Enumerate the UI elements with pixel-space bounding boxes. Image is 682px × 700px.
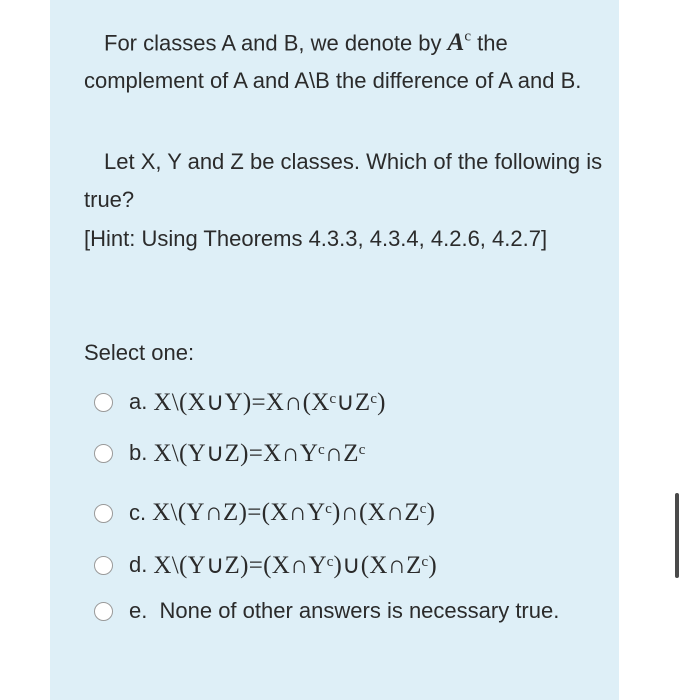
option-a-formula: X\(X∪Y)=X∩(Xᶜ∪Zᶜ) [153, 389, 386, 416]
symbol-base: A [447, 29, 465, 57]
option-e-content [129, 592, 589, 630]
symbol-sup: c [464, 29, 472, 45]
option-c-formula: X\(Y∩Z)=(X∩Yᶜ)∩(X∩Zᶜ) [152, 499, 436, 526]
option-a[interactable] [94, 382, 386, 422]
option-b-radio[interactable] [94, 444, 113, 463]
option-d-radio[interactable] [94, 556, 113, 575]
option-e-radio[interactable] [94, 602, 113, 621]
complement-symbol [448, 29, 471, 56]
option-d[interactable] [94, 545, 437, 585]
option-b-formula: X\(Y∪Z)=X∩Yᶜ∩Zᶜ [153, 440, 366, 467]
option-c-radio[interactable] [94, 504, 113, 523]
intro-text-after: the complement of A and A\B the difference of A and B. [84, 30, 582, 94]
option-d-formula: X\(Y∪Z)=(X∩Yᶜ)∪(X∩Zᶜ) [153, 552, 437, 579]
option-d-letter: d. [129, 552, 148, 577]
question-intro [84, 18, 604, 100]
option-b-letter: b. [129, 440, 148, 465]
intro-text-before: For classes A and B, we denote by [104, 30, 442, 56]
question-hint: [Hint: Using Theorems 4.3.3, 4.3.4, 4.2.6, 4.2.7] [84, 226, 548, 251]
option-b[interactable] [94, 433, 366, 473]
option-e-text: None of other answers is necessary true. [159, 598, 560, 623]
option-e-letter: e. [129, 598, 148, 623]
scrollbar[interactable] [675, 493, 679, 578]
option-a-letter: a. [129, 389, 148, 414]
question-prompt: Let X, Y and Z be classes. Which of the following is true? [84, 149, 603, 212]
option-e[interactable] [94, 592, 589, 632]
option-a-radio[interactable] [94, 393, 113, 412]
option-c-letter: c. [129, 500, 147, 525]
select-one-label: Select one: [84, 340, 195, 365]
option-c[interactable] [94, 493, 435, 533]
